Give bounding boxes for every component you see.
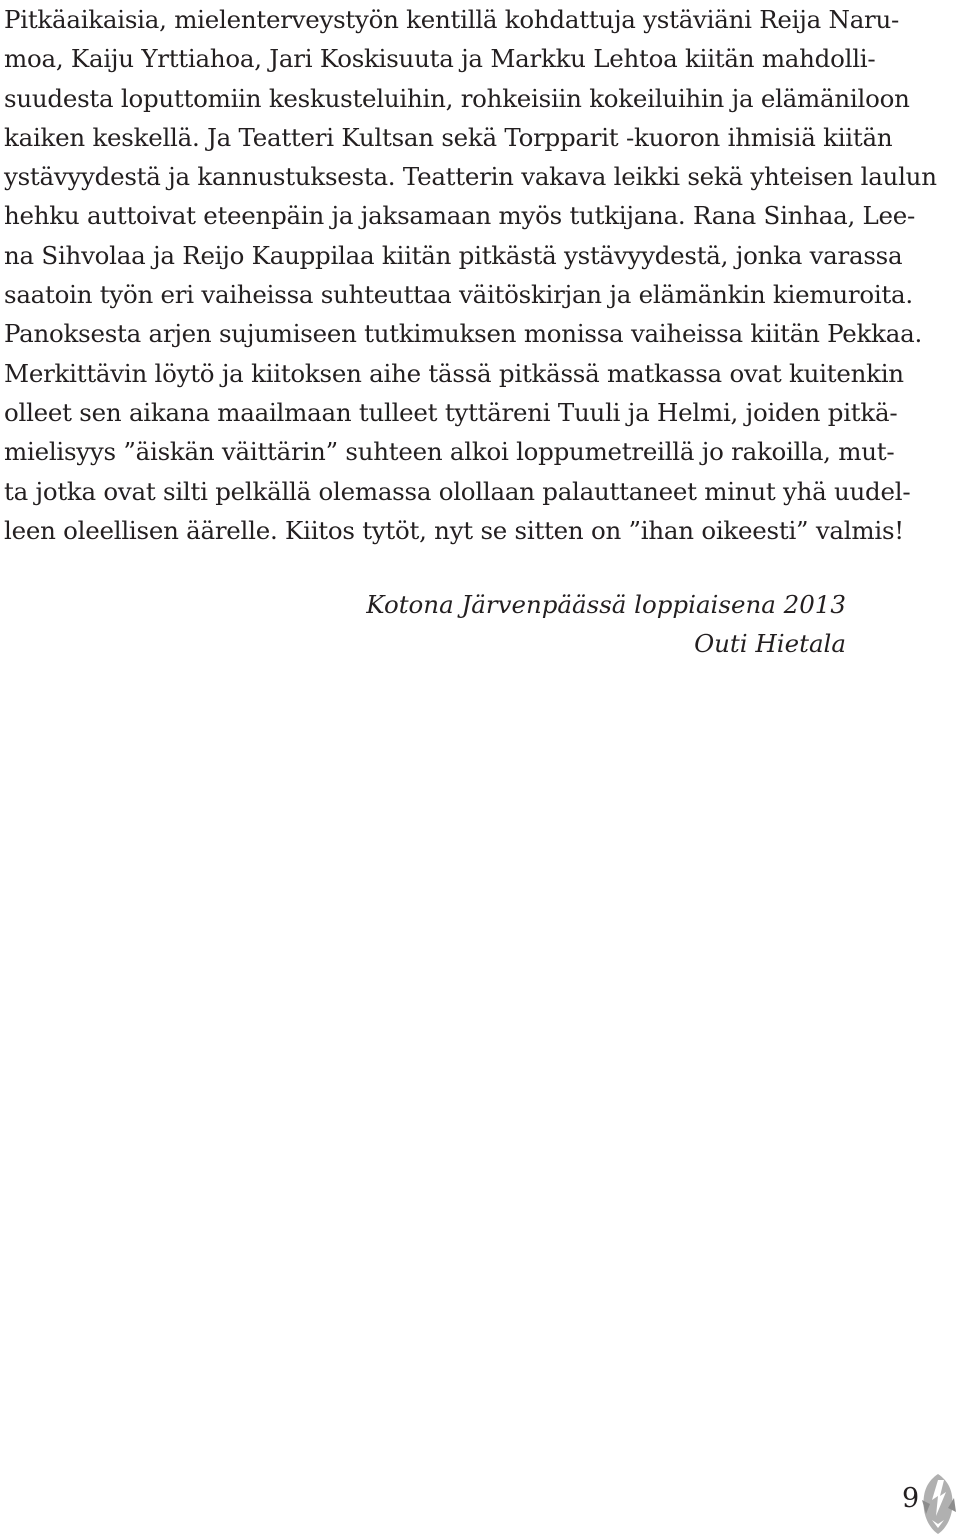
text-line: na Sihvolaa ja Reijo Kauppilaa kiitän pitkästä ystävyydestä, jonka varassa [4, 240, 903, 270]
text-line: kaiken keskellä. Ja Teatteri Kultsan sekä Torpparit -kuoron ihmisiä kiitän [4, 122, 893, 152]
text-line: leen oleellisen äärelle. Kiitos tytöt, nyt se sitten on ”ihan oikeesti” valmis! [4, 515, 904, 545]
signature-place-date: Kotona Järvenpäässä loppiaisena 2013 [366, 590, 846, 619]
text-line: Pitkäaikaisia, mielenterveystyön kentillä kohdattuja ystäviäni Reija Naru- [4, 5, 900, 34]
page-footer [0, 1460, 960, 1536]
text-line: saatoin työn eri vaiheissa suhteuttaa väitöskirjan ja elämänkin kiemuroita. [4, 280, 913, 310]
text-line: mielisyys ”äiskän väittärin” suhteen alkoi loppumetreillä jo rakoilla, mut- [4, 437, 895, 467]
text-line: hehku auttoivat eteenpäin ja jaksamaan myös tutkijana. Rana Sinhaa, Lee- [4, 201, 916, 231]
text-line: moa, Kaiju Yrttiahoa, Jari Koskisuuta ja Markku Lehtoa kiitän mahdolli- [4, 44, 876, 74]
text-line: suudesta loputtomiin keskusteluihin, rohkeisiin kokeiluihin ja elämäniloon [4, 83, 910, 113]
text-line: ystävyydestä ja kannustuksesta. Teatterin vakava leikki sekä yhteisen laulun [4, 162, 937, 192]
publisher-logo-icon [916, 1470, 960, 1536]
text-line: Panoksesta arjen sujumiseen tutkimuksen monissa vaiheissa kiitän Pekkaa. [4, 319, 923, 349]
text-line: Merkittävin löytö ja kiitoksen aihe tässä pitkässä matkassa ovat kuitenkin [4, 358, 904, 388]
acknowledgements-paragraph [4, 0, 937, 550]
page-number: 9 [902, 1483, 920, 1514]
signature-author: Outi Hietala [694, 629, 846, 659]
text-line: ta jotka ovat silti pelkällä olemassa olollaan palauttaneet minut yhä uudel- [4, 476, 911, 506]
text-line: olleet sen aikana maailmaan tulleet tyttäreni Tuuli ja Helmi, joiden pitkä- [4, 397, 898, 427]
signature-block [366, 585, 846, 664]
